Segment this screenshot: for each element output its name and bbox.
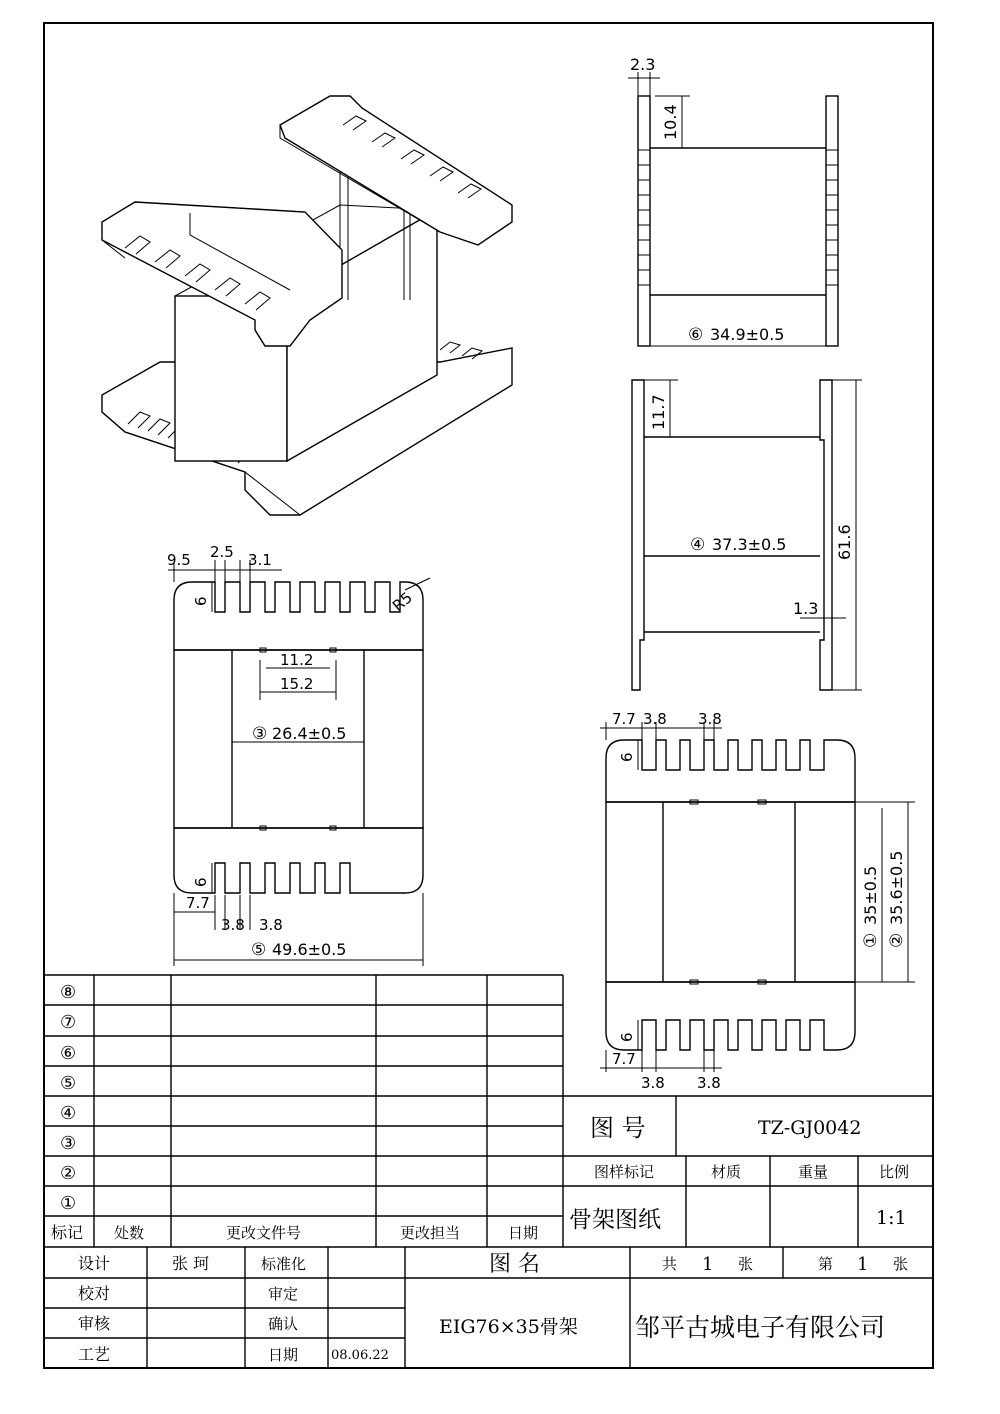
dim-slot-depth-top: 6 [192, 596, 210, 606]
company-name: 邹平古城电子有限公司 [635, 1313, 886, 1342]
dim-pin-width: 2.5 [210, 543, 234, 561]
dim-wall-thickness: 1.3 [793, 599, 819, 618]
dim-end-inner: 35±0.5 [861, 865, 880, 925]
rev-row-6: ⑥ [60, 1043, 77, 1064]
dim-end-pitch-bottom-b: 3.8 [697, 1074, 721, 1092]
date-label: 日期 [268, 1346, 299, 1364]
material-label: 材质 [711, 1163, 742, 1181]
isometric-view [102, 96, 512, 515]
dim-pin-edge: 9.5 [167, 551, 191, 569]
dim-inner-length: 37.3±0.5 [712, 535, 787, 554]
dim-side-width: 34.9±0.5 [710, 325, 785, 344]
total-sheets: 1 [702, 1254, 714, 1275]
rev-row-2: ② [60, 1163, 77, 1184]
dim-pitch-a: 3.8 [221, 916, 245, 934]
name-label: 图 名 [489, 1252, 540, 1277]
drawing-type: 骨架图纸 [569, 1207, 661, 1233]
scale-label: 比例 [879, 1163, 910, 1181]
dim-pin-gap: 3.1 [248, 551, 272, 569]
mark-2: ② [887, 932, 907, 948]
drawing-no: TZ-GJ0042 [758, 1117, 862, 1139]
rev-row-7: ⑦ [60, 1012, 77, 1033]
mark-3: ③ [252, 724, 268, 744]
date-value: 08.06.22 [331, 1348, 389, 1363]
dim-corner-radius: R5 [389, 588, 416, 616]
design-label: 设计 [78, 1254, 111, 1273]
mark-1: ① [861, 932, 881, 948]
sheet-label: 第 [818, 1255, 834, 1273]
rev-row-3: ③ [60, 1133, 77, 1154]
check-label: 校对 [78, 1284, 111, 1303]
dim-end-outer: 35.6±0.5 [887, 850, 906, 925]
process-label: 工艺 [78, 1345, 111, 1364]
dim-slot-depth-bottom: 6 [192, 877, 210, 887]
approve-label: 审定 [268, 1285, 299, 1303]
dim-pin-edge-bottom: 7.7 [186, 894, 210, 912]
side-view-mid [632, 380, 862, 690]
weight-label: 重量 [798, 1163, 829, 1181]
dim-end-depth-top: 6 [618, 752, 636, 762]
rev-header-count: 处数 [114, 1224, 145, 1242]
dim-end-depth-bottom: 6 [618, 1032, 636, 1042]
side-view-top [628, 55, 838, 346]
title-block-lower [44, 1247, 933, 1368]
sheet-unit: 张 [738, 1255, 754, 1273]
dim-end-edge-bottom: 7.7 [612, 1050, 636, 1068]
drawing-no-label: 图 号 [590, 1114, 646, 1142]
dim-pitch-b: 3.8 [259, 916, 283, 934]
rev-row-8: ⑧ [60, 982, 77, 1003]
dim-inner-b: 15.2 [280, 675, 314, 693]
dim-end-edge-top: 7.7 [612, 710, 636, 728]
designer-name: 张 珂 [172, 1254, 210, 1273]
standard-label: 标准化 [261, 1255, 307, 1273]
dim-end-pitch-bottom-a: 3.8 [641, 1074, 665, 1092]
rev-header-mark: 标记 [51, 1223, 84, 1242]
rev-header-date: 日期 [508, 1224, 539, 1242]
dim-end-pitch-top-a: 3.8 [643, 710, 667, 728]
dim-inner-a: 11.2 [280, 651, 314, 669]
dim-total-height: 61.6 [835, 524, 854, 560]
sheet-number: 1 [857, 1254, 869, 1275]
title-block-upper [563, 1096, 933, 1247]
rev-row-5: ⑤ [60, 1073, 77, 1094]
dim-top-height-2: 11.7 [649, 394, 668, 430]
dim-core-width: 26.4±0.5 [272, 724, 347, 743]
dim-top-height: 10.4 [661, 104, 680, 140]
mark-5: ⑤ [251, 940, 267, 960]
review-label: 审核 [78, 1314, 111, 1333]
end-view [600, 710, 915, 1092]
sheet-unit-2: 张 [893, 1255, 909, 1273]
rev-row-1: ① [60, 1193, 77, 1214]
front-view [167, 543, 430, 966]
rev-header-owner: 更改担当 [400, 1224, 461, 1242]
rev-row-4: ④ [60, 1103, 77, 1124]
total-label: 共 [662, 1255, 678, 1273]
mark-6: ⑥ [688, 325, 704, 345]
dim-flange-thickness: 2.3 [630, 55, 656, 74]
mark-4: ④ [690, 535, 706, 555]
revision-table [44, 975, 563, 1247]
dim-overall-width: 49.6±0.5 [272, 940, 347, 959]
rev-header-doc: 更改文件号 [226, 1224, 302, 1242]
dim-end-pitch-top-b: 3.8 [698, 710, 722, 728]
confirm-label: 确认 [268, 1315, 299, 1333]
sample-mark-label: 图样标记 [594, 1163, 655, 1181]
part-name: EIG76×35骨架 [439, 1316, 578, 1338]
scale-value: 1:1 [876, 1207, 907, 1229]
